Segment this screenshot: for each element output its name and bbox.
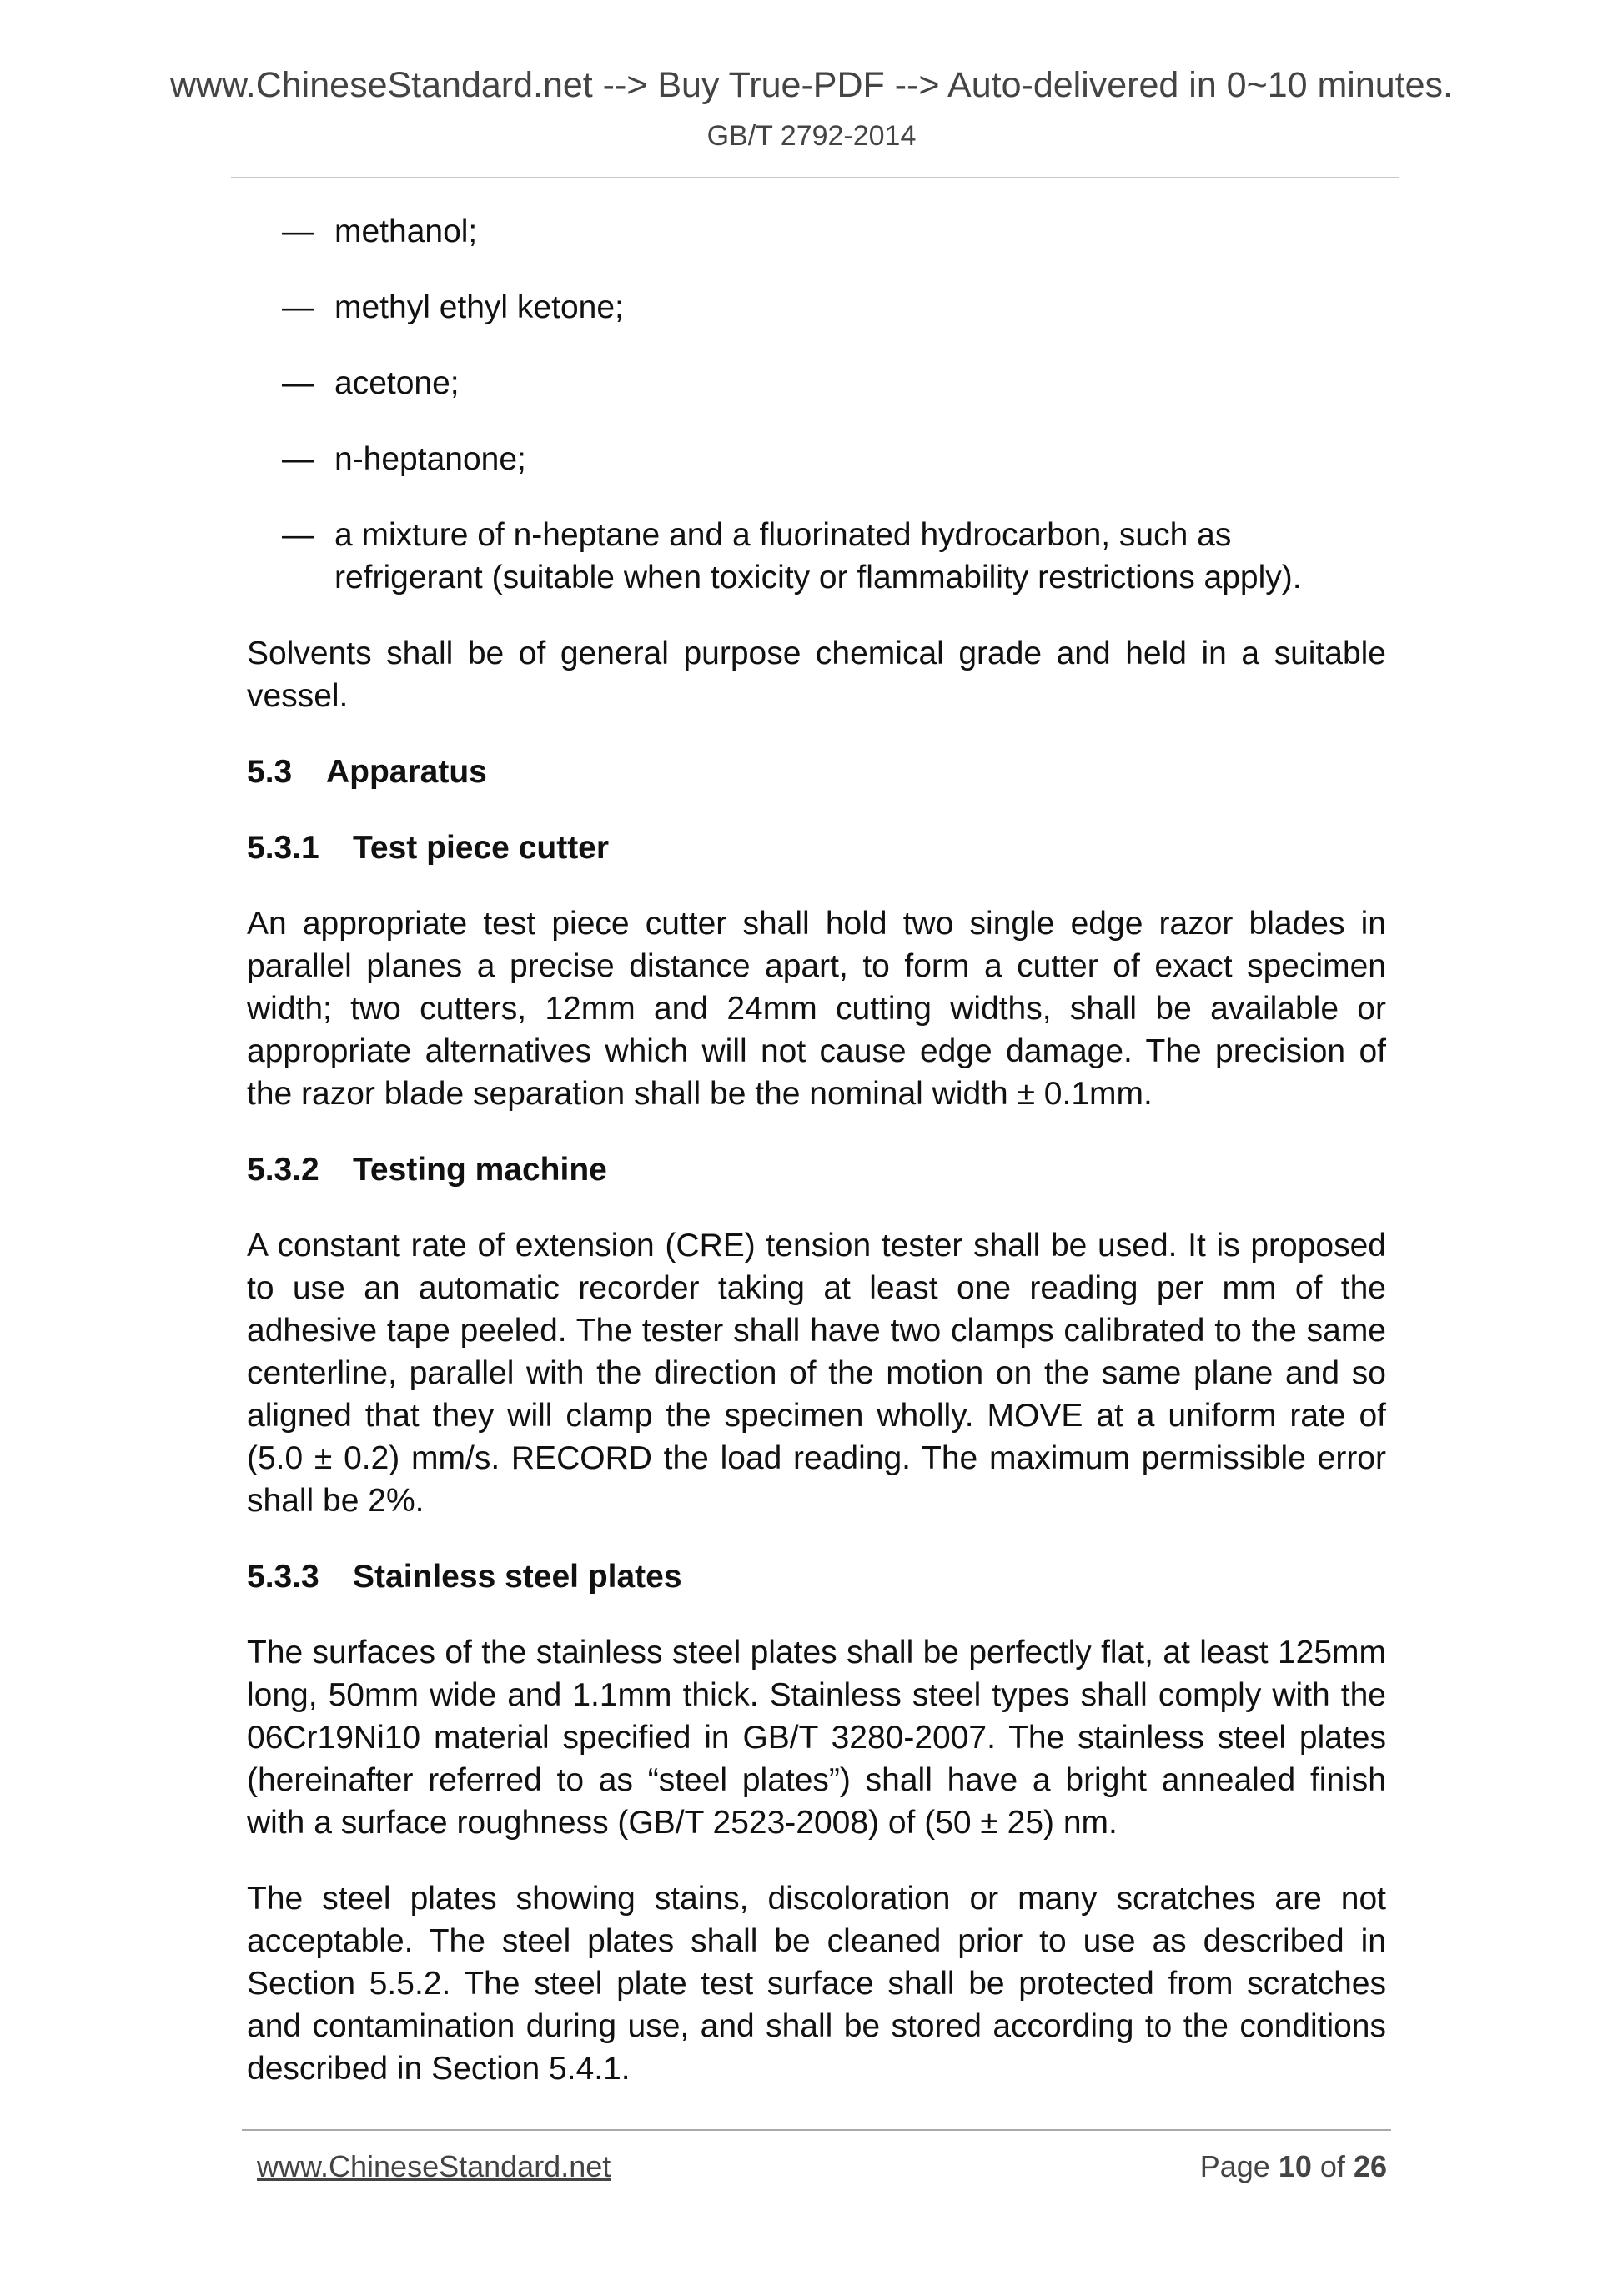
list-item [247, 286, 1386, 329]
dash-marker: — [282, 365, 314, 401]
header-promo-line: www.ChineseStandard.net --> Buy True-PDF --> Auto-delivered in 0~10 minutes. [169, 65, 1453, 105]
standard-id: GB/T 2792-2014 [706, 120, 917, 152]
list-item-text: a mixture of n-heptane and a fluorinated hydrocarbon, such as refrigerant (suitable when toxicity or flammability restrictions apply). [334, 517, 1302, 595]
section-number: 5.3 [247, 754, 293, 790]
list-item-text: methanol; [334, 214, 478, 249]
subsection-heading-5-3-1 [247, 826, 1386, 869]
section-title: Apparatus [326, 754, 487, 790]
subsection-title: Testing machine [353, 1152, 607, 1188]
page-label: Page [1199, 2149, 1270, 2183]
list-item-text: n-heptanone; [334, 441, 526, 477]
page-current: 10 [1278, 2149, 1312, 2183]
subsection-title: Stainless steel plates [353, 1559, 682, 1595]
dash-marker: — [282, 517, 314, 553]
testing-machine-paragraph: A constant rate of extension (CRE) tension tester shall be used. It is proposed to use an automatic recorder taking at least one reading per mm of the adhesive tape peeled. The tester shall have two clamps calibrated to the same centerline, parallel with the direction of the motion on the same plane and so aligned that they will clamp the specimen wholly. MOVE at a uniform rate of (5.0 ± 0.2) mm/s. RECORD the load reading. The maximum permissible error shall be 2%. [247, 1228, 1386, 1519]
page-of-label: of [1319, 2149, 1345, 2183]
subsection-number: 5.3.2 [247, 1152, 319, 1188]
test-piece-cutter-paragraph: An appropriate test piece cutter shall hold two single edge razor blades in parallel planes a precise distance apart, to form a cutter of exact specimen width; two cutters, 12mm and 24mm cutting widths, shall be available or appropriate alternatives which will not cause edge damage. The precision of the razor blade separation shall be the nominal width ± 0.1mm. [247, 906, 1386, 1112]
list-item [247, 210, 1386, 253]
steel-plates-paragraph-2: The steel plates showing stains, discoloration or many scratches are not acceptable. The steel plates shall be cleaned prior to use as described in Section 5.5.2. The steel plate test surface shall be protected from scratches and contamination during use, and shall be stored according to the conditions described in Section 5.4.1. [247, 1881, 1386, 2087]
section-heading-5-3 [247, 751, 1386, 793]
page-number [1200, 2149, 1387, 2184]
steel-plates-paragraph-1: The surfaces of the stainless steel plates shall be perfectly flat, at least 125mm long, 50mm wide and 1.1mm thick. Stainless steel types shall comply with the 06Cr19Ni10 material specified in GB/T 3280-2007. The stainless steel plates (hereinafter referred to as “steel plates”) shall have a bright annealed finish with a surface roughness (GB/T 2523-2008) of (50 ± 25) nm. [247, 1635, 1386, 1841]
subsection-number: 5.3.3 [247, 1559, 319, 1595]
dash-marker: — [282, 441, 314, 477]
dash-marker: — [282, 214, 314, 249]
header-divider [231, 177, 1399, 178]
list-item [247, 438, 1386, 480]
subsection-number: 5.3.1 [247, 830, 319, 866]
subsection-heading-5-3-2 [247, 1148, 1386, 1191]
list-item-text: methyl ethyl ketone; [334, 289, 624, 325]
footer-site-link[interactable]: www.ChineseStandard.net [257, 2149, 611, 2183]
footer-divider [242, 2129, 1391, 2131]
list-item [247, 362, 1386, 404]
solvents-paragraph: Solvents shall be of general purpose chemical grade and held in a suitable vessel. [247, 636, 1386, 714]
subsection-title: Test piece cutter [353, 830, 610, 866]
list-item-text: acetone; [334, 365, 460, 401]
list-item [247, 514, 1386, 599]
dash-marker: — [282, 289, 314, 325]
page-total: 26 [1353, 2149, 1387, 2183]
page-body [247, 210, 1386, 2123]
subsection-heading-5-3-3 [247, 1555, 1386, 1598]
